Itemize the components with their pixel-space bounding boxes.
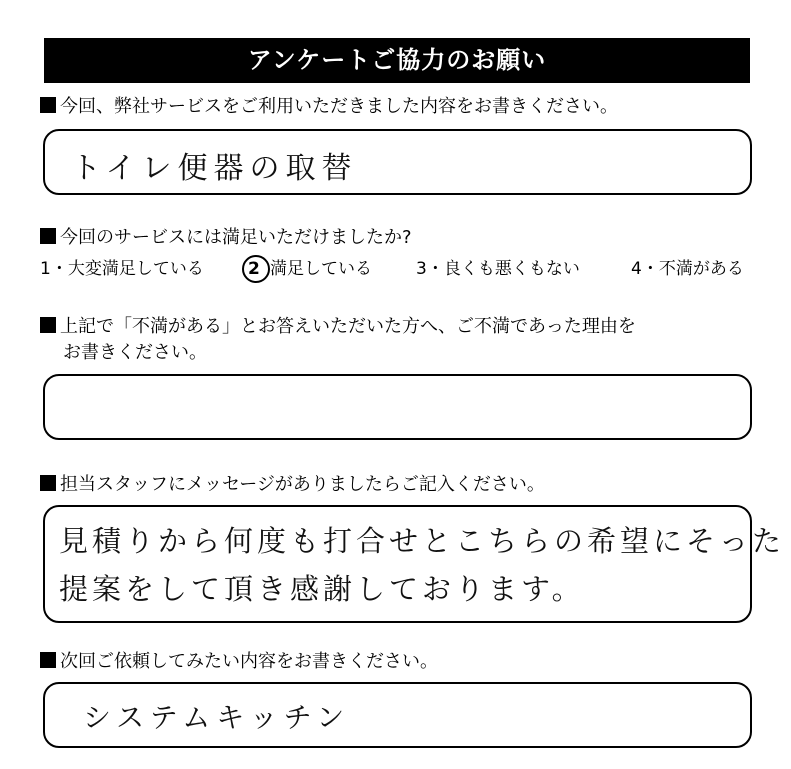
question-2 (40, 225, 412, 251)
option-2-number[interactable]: 2 (248, 259, 260, 279)
answer-4-line1: 見積りから何度も打合せとこちらの希望にそった (59, 524, 786, 558)
question-3-line1 (40, 314, 636, 340)
answer-box-3[interactable] (43, 374, 752, 440)
question-5 (40, 649, 438, 675)
answer-1-text: トイレ便器の取替 (71, 151, 358, 186)
question-4 (40, 472, 545, 498)
answer-box-4[interactable] (43, 505, 786, 623)
option-4[interactable]: 4・不満がある (631, 259, 744, 279)
option-1[interactable]: 1・大変満足している (40, 259, 204, 279)
option-2-label[interactable]: 満足している (270, 259, 372, 279)
question-3-text: 上記で「不満がある」とお答えいただいた方へ、ご不満であった理由を (60, 316, 636, 337)
question-1-text: 今回、弊社サービスをご利用いただきました内容をお書きください。 (60, 96, 618, 117)
survey-title: アンケートご協力のお願い (44, 38, 750, 83)
answer-box-1[interactable] (43, 129, 752, 195)
bullet-square-icon (40, 475, 56, 491)
answer-box-5[interactable] (43, 682, 752, 748)
answer-5-text: システムキッチン (83, 701, 351, 734)
question-5-text: 次回ご依頼してみたい内容をお書きください。 (60, 651, 438, 672)
bullet-square-icon (40, 317, 56, 333)
question-2-text: 今回のサービスには満足いただけましたか? (60, 227, 412, 248)
question-3-line2: お書きください。 (63, 342, 207, 363)
option-3[interactable]: 3・良くも悪くもない (416, 259, 580, 279)
answer-4-line2: 提案をして頂き感謝しております。 (59, 572, 585, 606)
question-1 (40, 94, 618, 120)
question-4-text: 担当スタッフにメッセージがありましたらご記入ください。 (60, 474, 545, 495)
bullet-square-icon (40, 652, 56, 668)
bullet-square-icon (40, 228, 56, 244)
bullet-square-icon (40, 97, 56, 113)
